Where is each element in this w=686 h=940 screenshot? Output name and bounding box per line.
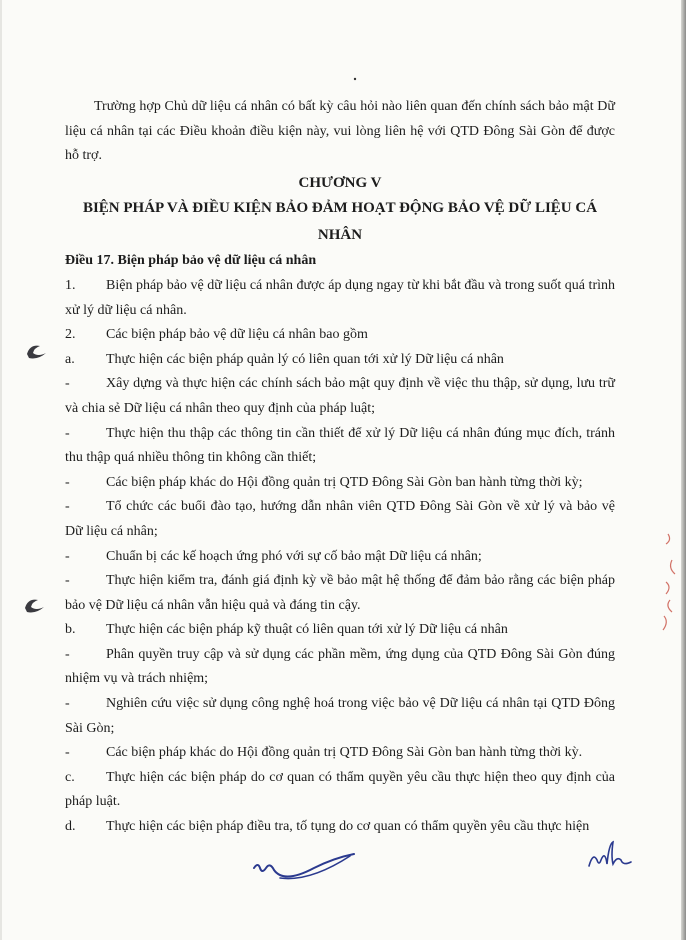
item-marker: -	[65, 745, 70, 761]
item-marker: d.	[65, 819, 76, 835]
item-marker: -	[65, 646, 70, 662]
item-marker: -	[65, 376, 70, 392]
list-item	[65, 348, 615, 373]
article-heading: Điều 17. Biện pháp bảo vệ dữ liệu cá nhân	[65, 253, 317, 269]
item-marker: -	[65, 548, 70, 564]
list-item	[65, 692, 615, 741]
item-marker: a.	[65, 351, 75, 367]
list-item	[65, 422, 615, 471]
item-text: Phân quyền truy cập và sử dụng các phần mềm, ứng dụng của QTD Đông Sài Gòn đúng nhiệm vụ và trách nhiệm;	[65, 646, 615, 687]
list-item	[65, 495, 615, 544]
item-marker: 2.	[65, 327, 76, 343]
item-text: Chuẩn bị các kế hoạch ứng phó với sự cố bảo mật Dữ liệu cá nhân;	[106, 548, 482, 564]
list-item	[65, 569, 615, 618]
list-item	[65, 741, 615, 766]
item-text: Xây dựng và thực hiện các chính sách bảo mật quy định về việc thu thập, sử dụng, lưu trữ và chia sẻ Dữ liệu cá nhân theo quy định của pháp luật;	[65, 376, 615, 416]
item-marker: c.	[65, 769, 75, 785]
item-text: Thực hiện kiểm tra, đánh giá định kỳ về bảo mật hệ thống để đảm bảo rằng các biện pháp bảo vệ Dữ liệu cá nhân vẫn hiệu quả và đáng tin cậy.	[65, 573, 615, 613]
page-edge-right	[681, 0, 686, 940]
item-marker: -	[65, 573, 70, 589]
item-text: Các biện pháp bảo vệ dữ liệu cá nhân bao gồm	[106, 327, 368, 343]
list-item	[65, 471, 615, 496]
stamp-edge-mark	[648, 530, 682, 640]
initials-mark	[585, 838, 635, 874]
item-text: Thực hiện các biện pháp do cơ quan có thẩm quyền yêu cầu thực hiện theo quy định của pháp luật.	[65, 769, 615, 810]
list-item	[65, 274, 615, 323]
item-text: Thực hiện các biện pháp điều tra, tố tụng do cơ quan có thẩm quyền yêu cầu thực hiện	[106, 819, 590, 835]
item-marker: 1.	[65, 277, 76, 293]
item-text: Các biện pháp khác do Hội đồng quản trị QTD Đông Sài Gòn ban hành từng thời kỳ;	[106, 474, 583, 490]
list-item	[65, 766, 615, 815]
item-marker: -	[65, 696, 70, 712]
item-text: Thực hiện các biện pháp quản lý có liên quan tới xử lý Dữ liệu cá nhân	[106, 351, 504, 367]
document-body	[65, 95, 615, 840]
punch-hole-mark	[22, 594, 48, 616]
item-marker: -	[65, 474, 70, 490]
item-text: Tổ chức các buổi đào tạo, hướng dẫn nhân viên QTD Đông Sài Gòn về xử lý và bảo vệ Dữ liệu cá nhân;	[65, 499, 615, 539]
page-edge-left	[0, 0, 2, 940]
item-text: Các biện pháp khác do Hội đồng quản trị QTD Đông Sài Gòn ban hành từng thời kỳ.	[106, 745, 583, 761]
list-item	[65, 323, 615, 348]
speck-mark	[352, 76, 358, 82]
signature-mark	[250, 850, 360, 895]
list-item	[65, 372, 615, 421]
item-text: Nghiên cứu việc sử dụng công nghệ hoá trong việc bảo vệ Dữ liệu cá nhân tại QTD Đông Sài Gòn;	[65, 696, 615, 736]
list-item	[65, 815, 615, 840]
item-marker: b.	[65, 622, 76, 638]
chapter-title: BIỆN PHÁP VÀ ĐIỀU KIỆN BẢO ĐẢM HOẠT ĐỘNG BẢO VỆ DỮ LIỆU CÁ NHÂN	[82, 200, 598, 244]
item-text: Thực hiện thu thập các thông tin cần thiết để xử lý Dữ liệu cá nhân đúng mục đích, tránh thu thập quá nhiều thông tin không cần thiết;	[65, 425, 615, 466]
item-text: Thực hiện các biện pháp kỹ thuật có liên quan tới xử lý Dữ liệu cá nhân	[106, 622, 508, 638]
intro-paragraph: Trường hợp Chủ dữ liệu cá nhân có bất kỳ câu hỏi nào liên quan đến chính sách bảo mật Dữ liệu cá nhân tại các Điều khoản điều kiện này, vui lòng liên hệ với QTD Đông Sài Gòn để được hỗ trợ.	[65, 99, 615, 164]
chapter-heading: CHƯƠNG V	[298, 174, 382, 191]
list-item	[65, 643, 615, 692]
item-text: Biện pháp bảo vệ dữ liệu cá nhân được áp dụng ngay từ khi bắt đầu và trong suốt quá trình xử lý dữ liệu cá nhân.	[65, 277, 615, 318]
item-marker: -	[65, 425, 70, 441]
list-item	[65, 545, 615, 570]
list-item	[65, 618, 615, 643]
item-marker: -	[65, 499, 70, 515]
punch-hole-mark	[24, 340, 50, 362]
